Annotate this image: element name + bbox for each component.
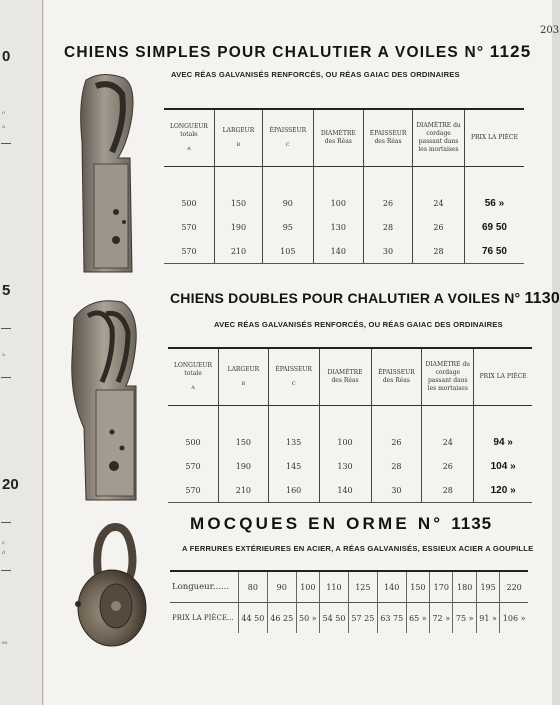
col-unit-price: PRIX LA PIÈCE xyxy=(474,348,532,406)
col-rope-diameter: DIAMÈTRE du cordage passant dans les mortaises xyxy=(422,348,474,406)
length-row: Longueur...... 80 90 100 110 125 140 150 170 180 195 220 xyxy=(170,571,528,603)
margin-rule xyxy=(1,570,11,571)
col-sheave-thickness: ÉPAISSEUR des Réas xyxy=(363,109,412,167)
table-header-row xyxy=(164,109,524,167)
col-width: LARGEUR B xyxy=(219,348,269,406)
section-title xyxy=(190,514,492,534)
col-length: LONGUEUR totale A xyxy=(169,123,208,152)
col-sheave-diameter: DIAMÈTRE des Réas xyxy=(313,109,363,167)
specs-table-1130 xyxy=(168,347,532,503)
col-rope-diameter: DIAMÈTRE du cordage passant dans les mortaises xyxy=(413,109,465,167)
section-title-text: CHIENS DOUBLES POUR CHALUTIER A VOILES N° xyxy=(170,290,521,306)
catalog-page xyxy=(44,0,560,705)
margin-rule xyxy=(1,143,11,144)
margin-snippet: a xyxy=(2,352,5,358)
col-thickness: ÉPAISSEUR C xyxy=(268,348,319,406)
single-block-illustration xyxy=(72,72,142,276)
col-length: LONGUEUR totale A xyxy=(174,362,212,391)
margin-rule xyxy=(1,377,11,378)
double-block-illustration xyxy=(66,298,144,504)
mocques-price-table xyxy=(170,570,528,633)
table-header-row xyxy=(168,348,532,406)
col-sheave-diameter: DIAMÈTRE des Réas xyxy=(319,348,371,406)
margin-snippet: es xyxy=(2,640,8,646)
thimble-block-illustration xyxy=(72,524,148,650)
item-number: 1125 xyxy=(489,42,532,61)
table-row xyxy=(164,167,524,192)
table-row xyxy=(168,406,532,431)
col-unit-price: PRIX LA PIÈCE xyxy=(464,109,524,167)
margin-snippet: a xyxy=(2,124,5,130)
section-title-text: MOCQUES EN ORME N° xyxy=(190,514,444,533)
section-title-text: CHIENS SIMPLES POUR CHALUTIER A VOILES N° xyxy=(64,44,485,61)
specs-table-1125 xyxy=(164,108,524,264)
page-number: 203 xyxy=(540,25,560,36)
price-row-label: PRIX LA PIÈCE... xyxy=(172,614,234,622)
margin-fragment: 20 xyxy=(2,476,19,493)
price-row: PRIX LA PIÈCE... 44 50 46 25 50 » 54 50 57 25 63 75 65 » 72 » 75 » 91 » 106 » xyxy=(170,603,528,634)
section-subtitle: AVEC RÉAS GALVANISÉS RENFORCÉS, OU RÉAS GAIAC DES ORDINAIRES xyxy=(214,320,503,329)
margin-fragment: 0 xyxy=(2,48,11,65)
section-subtitle: A FERRURES EXTÉRIEURES EN ACIER, A RÉAS GALVANISÉS, ESSIEUX ACIER A GOUPILLE xyxy=(182,544,534,553)
col-sheave-thickness: ÉPAISSEUR des Réas xyxy=(371,348,422,406)
table-row: 500 150 135 100 26 24 94 » xyxy=(168,430,532,454)
table-row: 570 210 160 140 30 28 120 » xyxy=(168,478,532,503)
table-row: 500 150 90 100 26 24 56 » xyxy=(164,191,524,215)
section-title xyxy=(170,290,560,308)
length-row-label: Longueur...... xyxy=(172,582,229,592)
table-row: 570 190 95 130 28 26 69 50 xyxy=(164,215,524,239)
section-title xyxy=(64,42,531,62)
item-number: 1135 xyxy=(451,514,493,533)
col-thickness: ÉPAISSEUR C xyxy=(262,109,313,167)
item-number: 1130 xyxy=(524,290,560,307)
margin-fragment: 5 xyxy=(2,282,11,299)
section-subtitle: AVEC RÉAS GALVANISÉS RENFORCÉS, OU RÉAS GAIAC DES ORDINAIRES xyxy=(171,70,460,79)
previous-page-edge xyxy=(0,0,43,705)
margin-snippet: s xyxy=(2,540,5,546)
table-row: 570 210 105 140 30 28 76 50 xyxy=(164,239,524,264)
margin-snippet: o xyxy=(2,110,6,116)
col-width: LARGEUR B xyxy=(214,109,262,167)
table-row: 570 190 145 130 28 26 104 » xyxy=(168,454,532,478)
margin-rule xyxy=(1,522,11,523)
margin-snippet: d xyxy=(2,550,6,556)
margin-rule xyxy=(1,328,11,329)
